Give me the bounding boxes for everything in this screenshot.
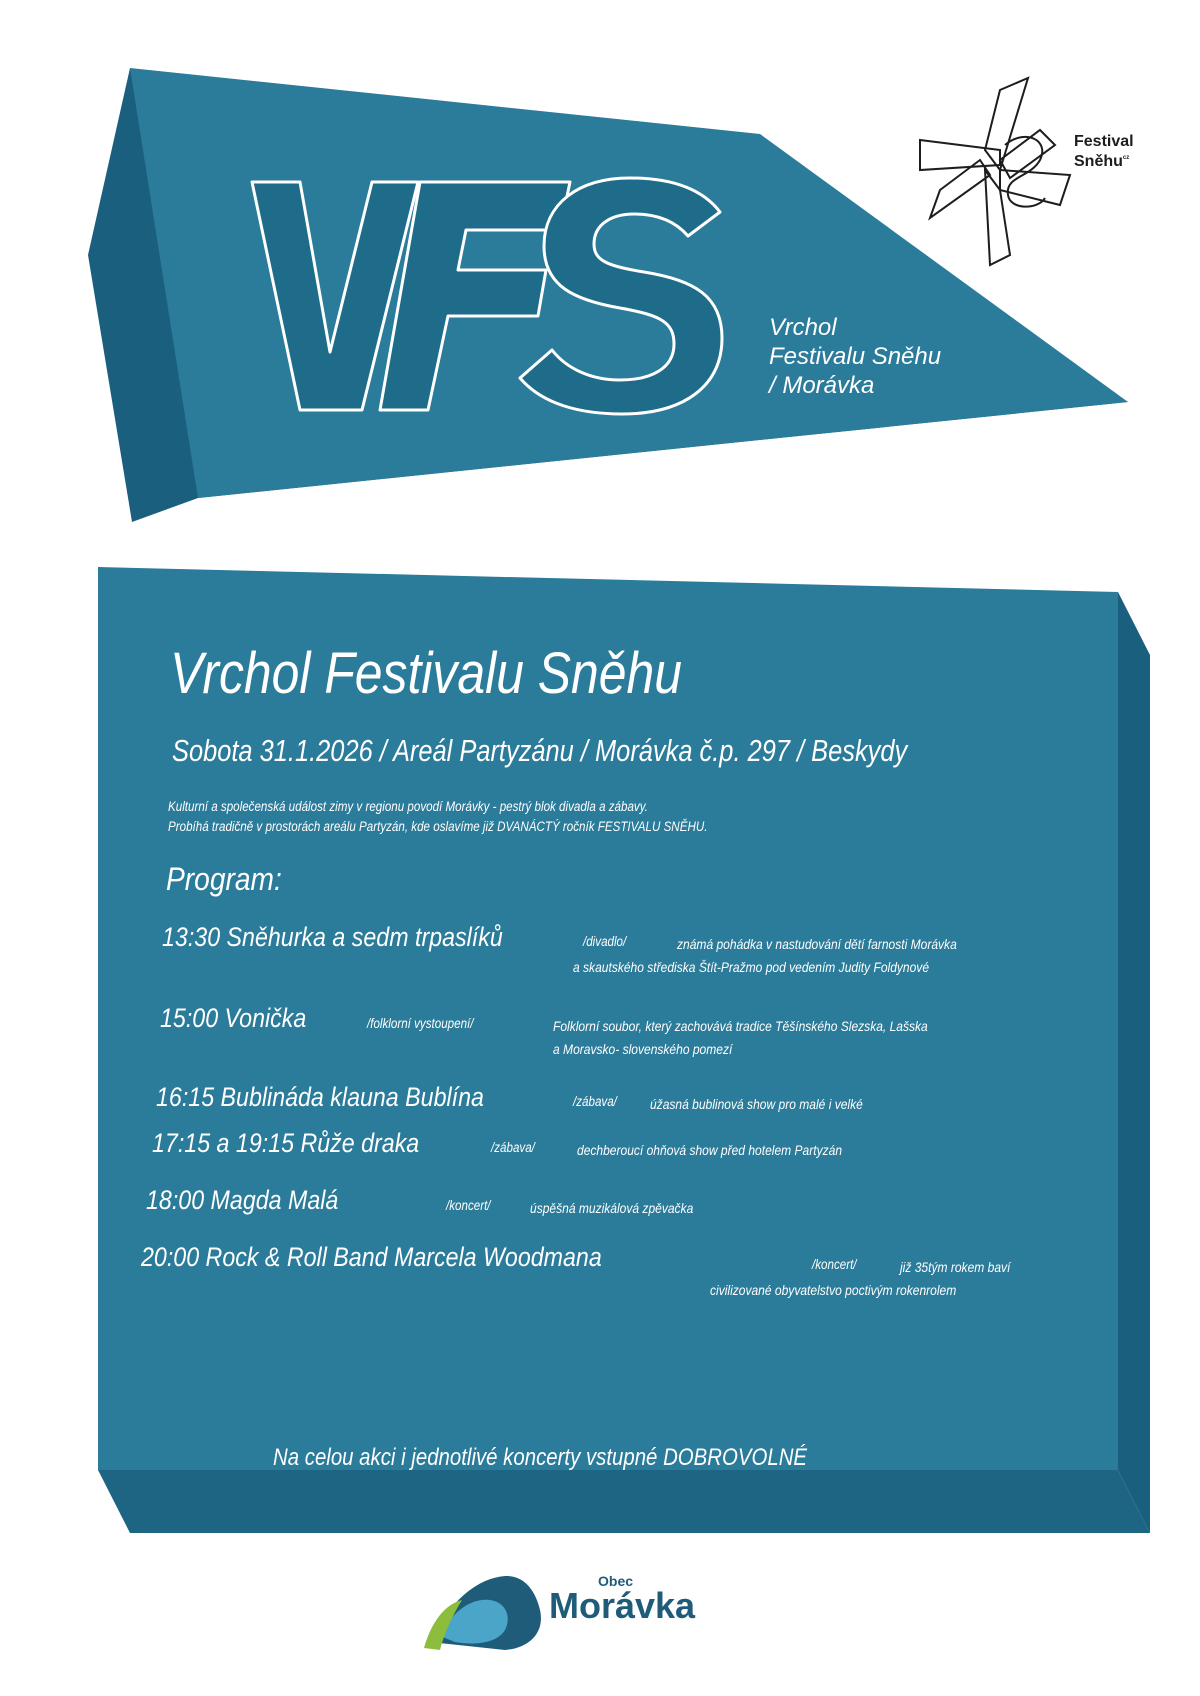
panel-right-side — [1118, 592, 1150, 1533]
moravka-logo-icon — [424, 1576, 541, 1650]
festival-logo-sup: cz — [1122, 155, 1130, 161]
event-5-title: 18:00 Magda Malá — [146, 1185, 339, 1215]
vfs-subtitle-line-3: / Morávka — [769, 372, 875, 399]
event-5-tag: /koncert/ — [446, 1198, 491, 1213]
event-3-tag: /zábava/ — [573, 1094, 617, 1109]
description-line-1: Kulturní a společenská událost zimy v regionu povodí Morávky - pestrý blok divadla a zábavy. — [168, 799, 648, 814]
panel-bottom-side — [98, 1470, 1150, 1533]
event-3-desc-line-1: úžasná bublinová show pro malé i velké — [650, 1096, 863, 1112]
event-1-desc-line-1: známá pohádka v nastudování dětí farnosti Morávka — [677, 936, 957, 952]
event-5-desc-line-1: úspěšná muzikálová zpěvačka — [530, 1200, 694, 1216]
vfs-subtitle-line-1: Vrchol — [769, 314, 837, 341]
program-heading: Program: — [166, 861, 282, 897]
event-6-desc-line-1: již 35tým rokem baví — [900, 1259, 1011, 1275]
event-4-tag: /zábava/ — [491, 1140, 535, 1155]
event-4-title: 17:15 a 19:15 Růže draka — [152, 1128, 420, 1158]
municipality-name: Morávka — [549, 1585, 696, 1626]
event-6-title: 20:00 Rock & Roll Band Marcela Woodmana — [141, 1242, 602, 1272]
event-description — [168, 797, 707, 837]
municipality-label: Obec — [598, 1573, 634, 1589]
vfs-subtitle-line-2: Festivalu Sněhu — [769, 343, 942, 370]
event-2-desc-line-1: Folklorní soubor, který zachovává tradice Těšínského Slezska, Lašska — [553, 1018, 928, 1034]
event-2-desc-line-2: a Moravsko- slovenského pomezí — [553, 1041, 733, 1057]
event-2-tag: /folklorní vystoupení/ — [367, 1016, 474, 1031]
event-2-title: 15:00 Vonička — [160, 1003, 307, 1033]
event-4-desc-line-1: dechberoucí ohňová show před hotelem Partyzán — [577, 1142, 843, 1158]
event-1-title: 13:30 Sněhurka a sedm trpaslíků — [162, 922, 503, 952]
event-6-tag: /koncert/ — [812, 1257, 857, 1272]
event-1-tag: /divadlo/ — [583, 934, 627, 949]
event-6-desc-line-2: civilizované obyvatelstvo poctivým rokenrolem — [710, 1282, 957, 1298]
page-title: Vrchol Festivalu Sněhu — [170, 641, 683, 706]
date-location-line: Sobota 31.1.2026 / Areál Partyzánu / Morávka č.p. 297 / Beskydy — [172, 733, 908, 768]
admission-note: Na celou akci i jednotlivé koncerty vstupné DOBROVOLNÉ — [273, 1444, 808, 1471]
vfs-subtitle — [769, 313, 941, 400]
festival-logo-text — [1074, 133, 1134, 170]
snowflake-logo-icon — [920, 78, 1070, 265]
festival-logo-line-1: Festival — [1074, 133, 1134, 150]
event-1-desc-line-2: a skautského střediska Štít-Pražmo pod vedením Judity Foldynové — [573, 959, 930, 975]
festival-logo-line-2 — [1074, 150, 1134, 170]
description-line-2: Probíhá tradičně v prostorách areálu Partyzán, kde oslavíme již DVANÁCTÝ ročník FESTIVALU SNĚHU. — [168, 819, 708, 834]
festival-logo-word: Sněhu — [1074, 153, 1123, 170]
event-3-title: 16:15 Bublináda klauna Bublína — [156, 1082, 484, 1112]
